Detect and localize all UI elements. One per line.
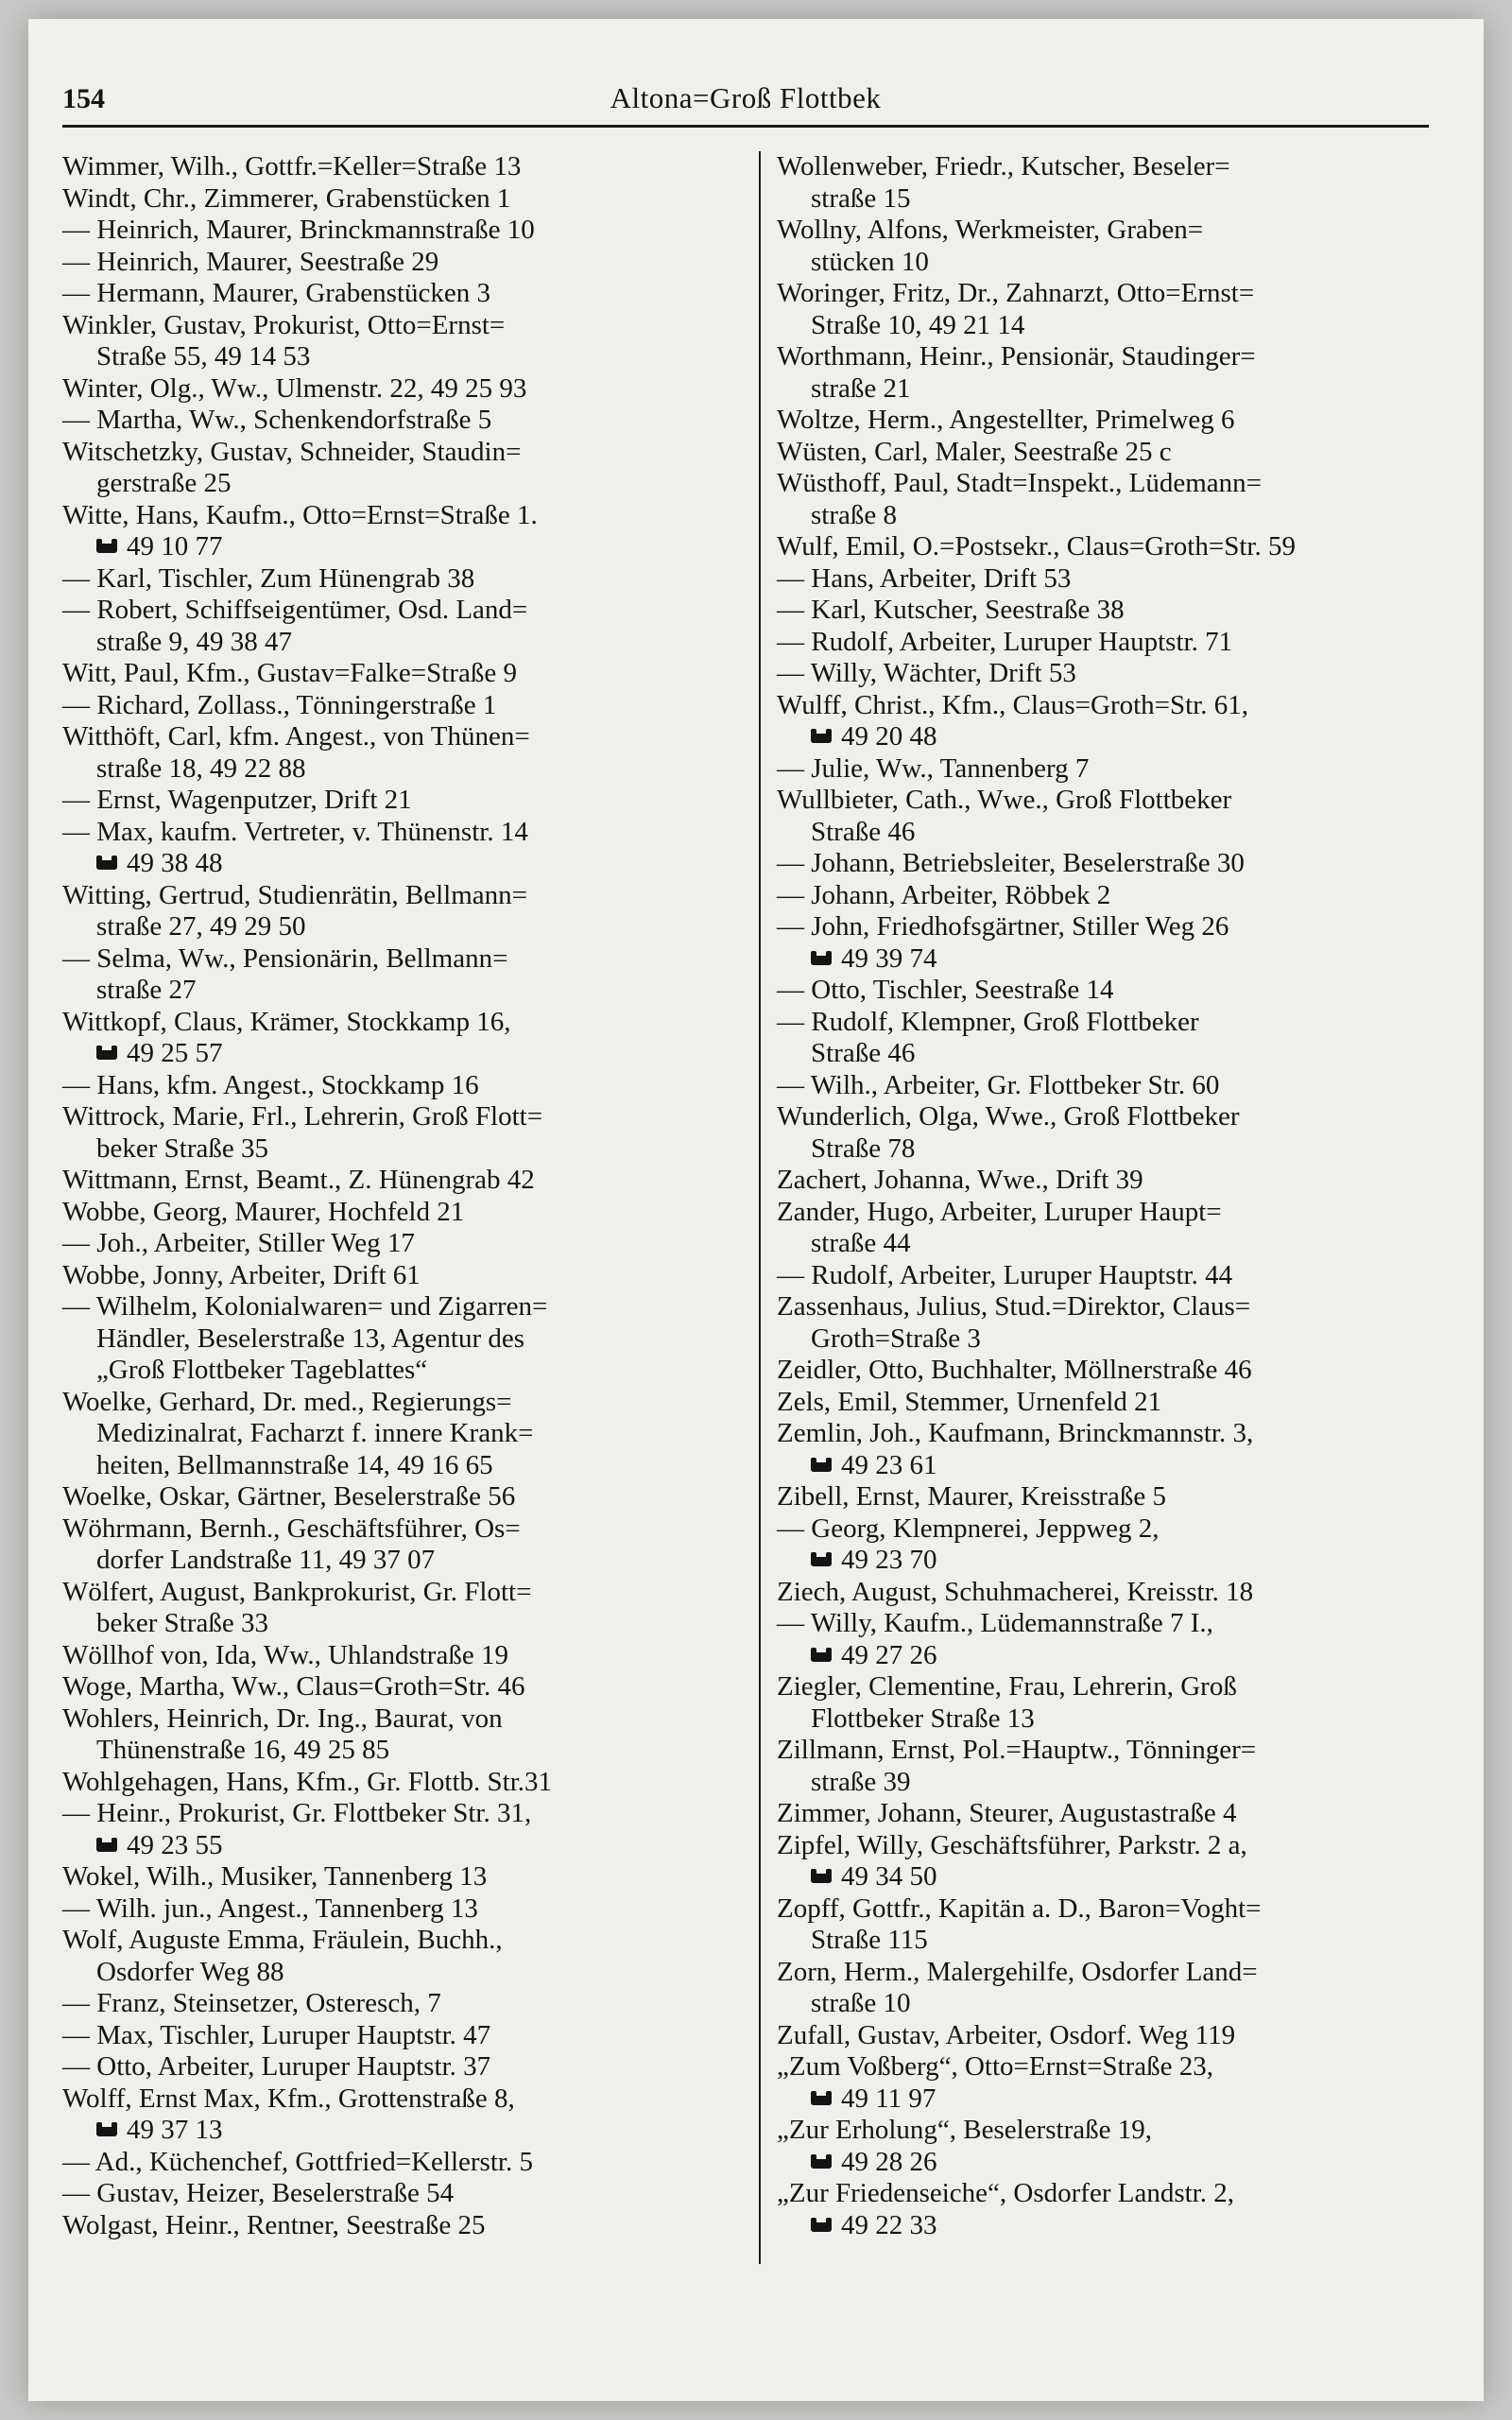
directory-line-text: — Max, Tischler, Luruper Hauptstr. 47	[62, 2019, 491, 2050]
directory-line-text: Wokel, Wilh., Musiker, Tannenberg 13	[62, 1861, 488, 1892]
directory-line-text: Straße 46	[811, 1038, 916, 1068]
directory-line	[777, 1830, 1457, 1862]
directory-line-text: Worthmann, Heinr., Pensionär, Staudinger=	[777, 341, 1256, 372]
directory-line-text: Witting, Gertrud, Studienrätin, Bellmann=	[62, 879, 527, 910]
directory-line-text: Straße 78	[811, 1132, 916, 1164]
directory-line-text: — Heinrich, Maurer, Seestraße 29	[62, 246, 439, 277]
directory-line-text: Wolf, Auguste Emma, Fräulein, Buchh.,	[62, 1925, 503, 1955]
directory-line-text: — Wilhelm, Kolonialwaren= und Zigarren=	[62, 1291, 548, 1322]
directory-line-text: — Ad., Küchenchef, Gottfried=Kellerstr. 5	[62, 2146, 533, 2177]
directory-line	[62, 627, 743, 659]
directory-line-text: Wollenweber, Friedr., Kutscher, Beseler=	[777, 151, 1230, 182]
directory-line	[777, 1355, 1457, 1387]
directory-line-text: straße 15	[811, 182, 911, 214]
directory-line-text: stücken 10	[811, 246, 929, 277]
directory-line	[777, 1513, 1457, 1546]
directory-line	[62, 1355, 743, 1387]
directory-line-text: — Rudolf, Arbeiter, Luruper Hauptstr. 44	[777, 1259, 1233, 1290]
directory-line-text: — Hermann, Maurer, Grabenstücken 3	[62, 278, 491, 308]
directory-line-text: 49 11 97	[841, 2083, 936, 2114]
directory-line-text: straße 21	[811, 372, 911, 404]
directory-line-text: 49 37 13	[127, 2115, 223, 2145]
directory-line-text: — Johann, Arbeiter, Röbbek 2	[777, 879, 1111, 910]
directory-line	[777, 1197, 1457, 1229]
directory-line	[62, 2115, 743, 2147]
directory-line-text: beker Straße 35	[96, 1132, 268, 1164]
directory-line	[62, 1070, 743, 1102]
directory-line	[777, 2083, 1457, 2116]
directory-line	[777, 405, 1457, 437]
directory-line-text: Wohlers, Heinrich, Dr. Ing., Baurat, von	[62, 1703, 503, 1734]
directory-line	[777, 247, 1457, 279]
directory-line	[62, 1101, 743, 1133]
directory-line-text: — Rudolf, Klempner, Groß Flottbeker	[777, 1006, 1199, 1037]
directory-line	[777, 785, 1457, 817]
directory-line-text: Zachert, Johanna, Wwe., Drift 39	[777, 1165, 1143, 1195]
directory-line-text: Zopff, Gottfr., Kapitän a. D., Baron=Voght=	[777, 1893, 1262, 1924]
telephone-icon	[96, 544, 117, 553]
directory-line	[62, 1291, 743, 1323]
directory-line	[777, 183, 1457, 216]
directory-line	[777, 341, 1457, 373]
directory-line-text: Wittmann, Ernst, Beamt., Z. Hünengrab 42	[62, 1165, 535, 1195]
directory-line-text: 49 34 50	[841, 1861, 937, 1892]
directory-line	[777, 1133, 1457, 1166]
directory-line	[62, 595, 743, 627]
directory-line	[62, 1133, 743, 1166]
directory-line	[777, 911, 1457, 943]
directory-line-text: — Karl, Kutscher, Seestraße 38	[777, 595, 1125, 625]
directory-line-text: Medizinalrat, Facharzt f. innere Krank=	[96, 1418, 534, 1448]
directory-line-text: Zufall, Gustav, Arbeiter, Osdorf. Weg 119	[777, 2019, 1236, 2050]
directory-line	[777, 437, 1457, 469]
directory-line-text: — John, Friedhofsgärtner, Stiller Weg 26	[777, 911, 1229, 942]
directory-line-text: straße 8	[811, 499, 897, 530]
directory-line-text: Straße 10, 49 21 14	[811, 309, 1025, 340]
directory-line-text: Zemlin, Joh., Kaufmann, Brinckmannstr. 3,	[777, 1418, 1254, 1448]
directory-line-text: „Groß Flottbeker Tageblattes“	[96, 1355, 428, 1385]
directory-line	[777, 1038, 1457, 1070]
directory-line-text: Wolgast, Heinr., Rentner, Seestraße 25	[62, 2209, 486, 2240]
directory-line-text: Wöllhof von, Ida, Ww., Uhlandstraße 19	[62, 1639, 508, 1670]
directory-line	[62, 848, 743, 880]
directory-line	[62, 911, 743, 943]
directory-line-text: — Wilh. jun., Angest., Tannenberg 13	[62, 1893, 478, 1924]
directory-line	[777, 1070, 1457, 1102]
directory-line	[777, 595, 1457, 627]
directory-line-text: — Hans, Arbeiter, Drift 53	[777, 562, 1072, 594]
directory-line	[62, 1957, 743, 1989]
directory-line-text: Händler, Beselerstraße 13, Agentur des	[96, 1322, 525, 1354]
left-column	[62, 151, 743, 2241]
directory-line-text: 49 23 55	[127, 1829, 223, 1860]
directory-line	[62, 1038, 743, 1070]
running-title: Altona=Groß Flottbek	[610, 81, 882, 114]
directory-line-text: Woge, Martha, Ww., Claus=Groth=Str. 46	[62, 1671, 525, 1702]
telephone-icon	[811, 734, 832, 743]
directory-line	[62, 2020, 743, 2052]
directory-line-text: Zels, Emil, Stemmer, Urnenfeld 21	[777, 1386, 1162, 1417]
directory-line	[777, 1481, 1457, 1513]
directory-line	[777, 2147, 1457, 2179]
directory-line	[777, 1988, 1457, 2020]
right-column	[777, 151, 1457, 2241]
directory-line-text: — Heinr., Prokurist, Gr. Flottbeker Str. 31,	[62, 1798, 532, 1828]
directory-line	[777, 563, 1457, 596]
directory-line	[777, 1007, 1457, 1039]
directory-line	[62, 1481, 743, 1513]
directory-line	[62, 1767, 743, 1799]
telephone-icon	[96, 1842, 117, 1852]
directory-line-text: — Max, kaufm. Vertreter, v. Thünenstr. 14	[62, 816, 528, 847]
directory-line	[62, 1545, 743, 1577]
directory-line	[777, 468, 1457, 500]
directory-line-text: 49 22 33	[841, 2209, 937, 2240]
directory-line	[777, 500, 1457, 532]
directory-line	[62, 1703, 743, 1736]
directory-line-text: — Joh., Arbeiter, Stiller Weg 17	[62, 1228, 415, 1258]
directory-line	[62, 151, 743, 183]
directory-line	[777, 278, 1457, 310]
directory-line-text: — Gustav, Heizer, Beselerstraße 54	[62, 2178, 455, 2208]
directory-line-text: Zibell, Ernst, Maurer, Kreisstraße 5	[777, 1481, 1166, 1512]
directory-line-text: „Zum Voßberg“, Otto=Ernst=Straße 23,	[777, 2051, 1214, 2082]
directory-line-text: 49 25 57	[127, 1038, 223, 1068]
directory-line-text: — Willy, Kaufm., Lüdemannstraße 7 I.,	[777, 1608, 1213, 1638]
directory-line-text: — Richard, Zollass., Tönningerstraße 1	[62, 689, 497, 720]
directory-line-text: Ziegler, Clementine, Frau, Lehrerin, Groß	[777, 1671, 1237, 1702]
directory-line-text: — Johann, Betriebsleiter, Beselerstraße 30	[777, 848, 1245, 878]
directory-line	[62, 563, 743, 596]
directory-line-text: straße 9, 49 38 47	[96, 626, 292, 657]
directory-line	[62, 2178, 743, 2210]
directory-line-text: Straße 55, 49 14 53	[96, 341, 311, 372]
directory-line-text: — Otto, Arbeiter, Luruper Hauptstr. 37	[62, 2051, 491, 2082]
directory-line-text: — Franz, Steinsetzer, Osteresch, 7	[62, 1988, 441, 2018]
directory-line	[777, 215, 1457, 247]
directory-line-text: straße 10	[811, 1988, 911, 2018]
directory-line	[777, 1893, 1457, 1926]
directory-line-text: — Otto, Tischler, Seestraße 14	[777, 975, 1114, 1005]
directory-line-text: Zillmann, Ernst, Pol.=Hauptw., Tönninger=	[777, 1735, 1257, 1765]
directory-line	[62, 975, 743, 1007]
directory-line	[62, 1323, 743, 1356]
directory-line-text: — Willy, Wächter, Drift 53	[777, 658, 1076, 688]
telephone-icon	[96, 1050, 117, 1060]
telephone-icon	[811, 1462, 832, 1472]
directory-line-text: Wunderlich, Olga, Wwe., Groß Flottbeker	[777, 1101, 1240, 1132]
directory-line-text: Witthöft, Carl, kfm. Angest., von Thünen=	[62, 721, 530, 752]
directory-line-text: Groth=Straße 3	[811, 1322, 981, 1354]
directory-line-text: 49 10 77	[127, 531, 223, 562]
directory-line-text: Witte, Hans, Kaufm., Otto=Ernst=Straße 1.	[62, 499, 538, 530]
directory-line	[777, 1957, 1457, 1989]
directory-line	[777, 880, 1457, 912]
directory-line	[62, 753, 743, 786]
telephone-icon	[811, 2159, 832, 2169]
directory-line-text: Woelke, Gerhard, Dr. med., Regierungs=	[62, 1386, 512, 1417]
directory-line	[62, 1228, 743, 1260]
directory-line-text: Wullbieter, Cath., Wwe., Groß Flottbeker	[777, 785, 1232, 815]
directory-line	[62, 1513, 743, 1546]
directory-line	[777, 531, 1457, 563]
directory-line	[62, 1830, 743, 1862]
directory-line	[777, 1387, 1457, 1419]
directory-line	[777, 1735, 1457, 1767]
directory-page	[28, 19, 1484, 2401]
directory-line-text: dorfer Landstraße 11, 49 37 07	[96, 1545, 436, 1575]
directory-line	[777, 627, 1457, 659]
directory-line	[62, 1260, 743, 1292]
directory-line	[62, 785, 743, 817]
directory-line-text: — Karl, Tischler, Zum Hünengrab 38	[62, 562, 475, 594]
directory-line-text: Wollny, Alfons, Werkmeister, Graben=	[777, 215, 1204, 245]
directory-line-text: Straße 46	[811, 816, 916, 847]
directory-line	[777, 1291, 1457, 1323]
directory-line-text: Thünenstraße 16, 49 25 85	[96, 1735, 390, 1765]
directory-line-text: Zorn, Herm., Malergehilfe, Osdorfer Land=	[777, 1956, 1258, 1987]
directory-line	[62, 1007, 743, 1039]
directory-line-text: — Robert, Schiffseigentümer, Osd. Land=	[62, 595, 528, 625]
directory-line	[777, 721, 1457, 753]
telephone-icon	[96, 860, 117, 870]
directory-line-text: Zassenhaus, Julius, Stud.=Direktor, Claus=	[777, 1291, 1251, 1322]
directory-line	[777, 1228, 1457, 1260]
directory-line	[777, 2051, 1457, 2083]
directory-line	[62, 310, 743, 342]
directory-line-text: — Ernst, Wagenputzer, Drift 21	[62, 785, 412, 815]
directory-line	[777, 753, 1457, 786]
directory-line	[777, 1101, 1457, 1133]
directory-line	[62, 1450, 743, 1482]
directory-line-text: Wulff, Christ., Kfm., Claus=Groth=Str. 61,	[777, 689, 1249, 720]
directory-line-text: „Zur Erholung“, Beselerstraße 19,	[777, 2115, 1152, 2145]
directory-line-text: 49 39 74	[841, 942, 937, 974]
directory-line-text: Witschetzky, Gustav, Schneider, Staudin=	[62, 436, 522, 467]
directory-line	[62, 1893, 743, 1926]
directory-line-text: Wöhrmann, Bernh., Geschäftsführer, Os=	[62, 1512, 521, 1544]
directory-line	[777, 151, 1457, 183]
directory-line-text: 49 28 26	[841, 2146, 937, 2177]
directory-line	[62, 183, 743, 216]
directory-line-text: Wulf, Emil, O.=Postsekr., Claus=Groth=Str. 59	[777, 531, 1296, 562]
directory-line-text: Wittkopf, Claus, Krämer, Stockkamp 16,	[62, 1006, 511, 1037]
directory-line	[777, 848, 1457, 880]
directory-line-text: Winter, Olg., Ww., Ulmenstr. 22, 49 25 93	[62, 372, 527, 404]
directory-line	[777, 2210, 1457, 2242]
directory-line	[62, 405, 743, 437]
directory-line	[777, 2115, 1457, 2147]
directory-line	[62, 690, 743, 722]
directory-line-text: Straße 115	[811, 1925, 928, 1955]
directory-line	[62, 1671, 743, 1703]
telephone-icon	[811, 956, 832, 965]
directory-line	[62, 531, 743, 563]
directory-line	[62, 1861, 743, 1893]
directory-line-text: heiten, Bellmannstraße 14, 49 16 65	[96, 1449, 493, 1480]
directory-line-text: Wobbe, Jonny, Arbeiter, Drift 61	[62, 1259, 421, 1290]
directory-line-text: beker Straße 33	[96, 1608, 268, 1638]
directory-line-text: Wobbe, Georg, Maurer, Hochfeld 21	[62, 1196, 465, 1227]
directory-line	[62, 2147, 743, 2179]
directory-line	[777, 943, 1457, 976]
directory-line	[62, 1165, 743, 1197]
directory-line	[777, 1545, 1457, 1577]
telephone-icon	[811, 1557, 832, 1566]
directory-line-text: Windt, Chr., Zimmerer, Grabenstücken 1	[62, 182, 511, 214]
telephone-icon	[811, 1874, 832, 1883]
directory-line-text: „Zur Friedenseiche“, Osdorfer Landstr. 2,	[777, 2178, 1234, 2208]
directory-line-text: straße 44	[811, 1228, 911, 1258]
directory-line	[777, 817, 1457, 849]
directory-line	[777, 1767, 1457, 1799]
directory-line	[777, 373, 1457, 406]
telephone-icon	[811, 1652, 832, 1662]
directory-line-text: Zeidler, Otto, Buchhalter, Möllnerstraße 46	[777, 1355, 1252, 1385]
directory-line	[777, 1798, 1457, 1830]
directory-line	[62, 1925, 743, 1957]
directory-line	[62, 1418, 743, 1450]
directory-line	[777, 1671, 1457, 1703]
telephone-icon	[811, 2222, 832, 2232]
directory-line	[62, 278, 743, 310]
directory-line	[777, 1165, 1457, 1197]
directory-line	[777, 1640, 1457, 1672]
directory-line	[777, 1925, 1457, 1957]
directory-line-text: 49 38 48	[127, 848, 223, 878]
directory-line-text: Wohlgehagen, Hans, Kfm., Gr. Flottb. Str.31	[62, 1766, 553, 1797]
directory-line-text: Woringer, Fritz, Dr., Zahnarzt, Otto=Ernst=	[777, 278, 1255, 308]
directory-line-text: straße 18, 49 22 88	[96, 752, 306, 784]
directory-line	[777, 690, 1457, 722]
directory-line-text: Wolff, Ernst Max, Kfm., Grottenstraße 8,	[62, 2083, 515, 2114]
page-number: 154	[62, 83, 105, 114]
directory-line	[777, 1260, 1457, 1292]
directory-line	[777, 658, 1457, 690]
directory-line	[62, 1608, 743, 1640]
directory-line-text: straße 39	[811, 1766, 911, 1797]
directory-line-text: 49 23 61	[841, 1449, 937, 1480]
directory-line-text: 49 20 48	[841, 721, 937, 752]
directory-line-text: 49 23 70	[841, 1545, 937, 1575]
directory-line	[62, 1640, 743, 1672]
directory-line-text: — Julie, Ww., Tannenberg 7	[777, 752, 1090, 784]
directory-line	[62, 880, 743, 912]
directory-line	[62, 1577, 743, 1609]
directory-line	[62, 658, 743, 690]
directory-line	[62, 2051, 743, 2083]
directory-line	[777, 1608, 1457, 1640]
directory-line-text: — Georg, Klempnerei, Jeppweg 2,	[777, 1512, 1160, 1544]
directory-line	[62, 943, 743, 976]
directory-line	[777, 2020, 1457, 2052]
directory-line-text: — Wilh., Arbeiter, Gr. Flottbeker Str. 60	[777, 1069, 1220, 1100]
directory-line	[62, 1387, 743, 1419]
directory-line-text: straße 27, 49 29 50	[96, 911, 306, 942]
directory-line	[777, 1703, 1457, 1736]
directory-line	[62, 468, 743, 500]
directory-line	[777, 310, 1457, 342]
telephone-icon	[811, 2096, 832, 2105]
directory-line-text: 49 27 26	[841, 1639, 937, 1670]
directory-line-text: — Hans, kfm. Angest., Stockkamp 16	[62, 1069, 479, 1100]
directory-line	[62, 1988, 743, 2020]
directory-line-text: Wölfert, August, Bankprokurist, Gr. Flott=	[62, 1576, 532, 1607]
directory-line-text: Wittrock, Marie, Frl., Lehrerin, Groß Flott=	[62, 1101, 543, 1132]
directory-line	[62, 2210, 743, 2242]
directory-line-text: Zander, Hugo, Arbeiter, Luruper Haupt=	[777, 1196, 1222, 1227]
directory-line-text: — Rudolf, Arbeiter, Luruper Hauptstr. 71	[777, 626, 1233, 657]
directory-line-text: Ziech, August, Schuhmacherei, Kreisstr. 18	[777, 1576, 1254, 1607]
directory-line	[62, 247, 743, 279]
directory-line	[62, 373, 743, 406]
directory-line	[62, 721, 743, 753]
directory-line-text: — Heinrich, Maurer, Brinckmannstraße 10	[62, 215, 535, 245]
directory-line	[62, 215, 743, 247]
directory-line	[62, 437, 743, 469]
directory-line-text: Flottbeker Straße 13	[811, 1703, 1035, 1734]
directory-line	[777, 975, 1457, 1007]
directory-line-text: Wimmer, Wilh., Gottfr.=Keller=Straße 13	[62, 151, 522, 182]
directory-line	[777, 1577, 1457, 1609]
directory-line-text: Zipfel, Willy, Geschäftsführer, Parkstr. 2 a,	[777, 1829, 1247, 1860]
directory-line-text: Woltze, Herm., Angestellter, Primelweg 6	[777, 405, 1235, 435]
directory-line-text: — Selma, Ww., Pensionärin, Bellmann=	[62, 942, 508, 974]
directory-line-text: Wüsten, Carl, Maler, Seestraße 25 c	[777, 436, 1172, 467]
directory-line	[62, 1798, 743, 1830]
directory-line	[62, 500, 743, 532]
column-divider	[759, 151, 761, 2264]
directory-line	[777, 2178, 1457, 2210]
directory-line	[62, 1197, 743, 1229]
directory-line	[777, 1861, 1457, 1893]
page-header	[62, 76, 1429, 128]
directory-line-text: Witt, Paul, Kfm., Gustav=Falke=Straße 9	[62, 658, 517, 688]
telephone-icon	[96, 2127, 117, 2136]
directory-line-text: gerstraße 25	[96, 468, 232, 498]
directory-line	[62, 2083, 743, 2116]
directory-line	[777, 1418, 1457, 1450]
directory-line	[62, 817, 743, 849]
directory-line-text: Woelke, Oskar, Gärtner, Beselerstraße 56	[62, 1481, 516, 1512]
directory-line	[777, 1323, 1457, 1356]
directory-line-text: Zimmer, Johann, Steurer, Augustastraße 4	[777, 1798, 1237, 1828]
directory-line	[62, 1735, 743, 1767]
directory-line-text: Wüsthoff, Paul, Stadt=Inspekt., Lüdemann=	[777, 468, 1263, 498]
directory-line-text: Winkler, Gustav, Prokurist, Otto=Ernst=	[62, 309, 506, 340]
directory-line-text: straße 27	[96, 975, 197, 1005]
directory-line	[62, 341, 743, 373]
directory-line-text: — Martha, Ww., Schenkendorfstraße 5	[62, 405, 492, 435]
directory-line-text: Osdorfer Weg 88	[96, 1956, 284, 1987]
directory-line	[777, 1450, 1457, 1482]
